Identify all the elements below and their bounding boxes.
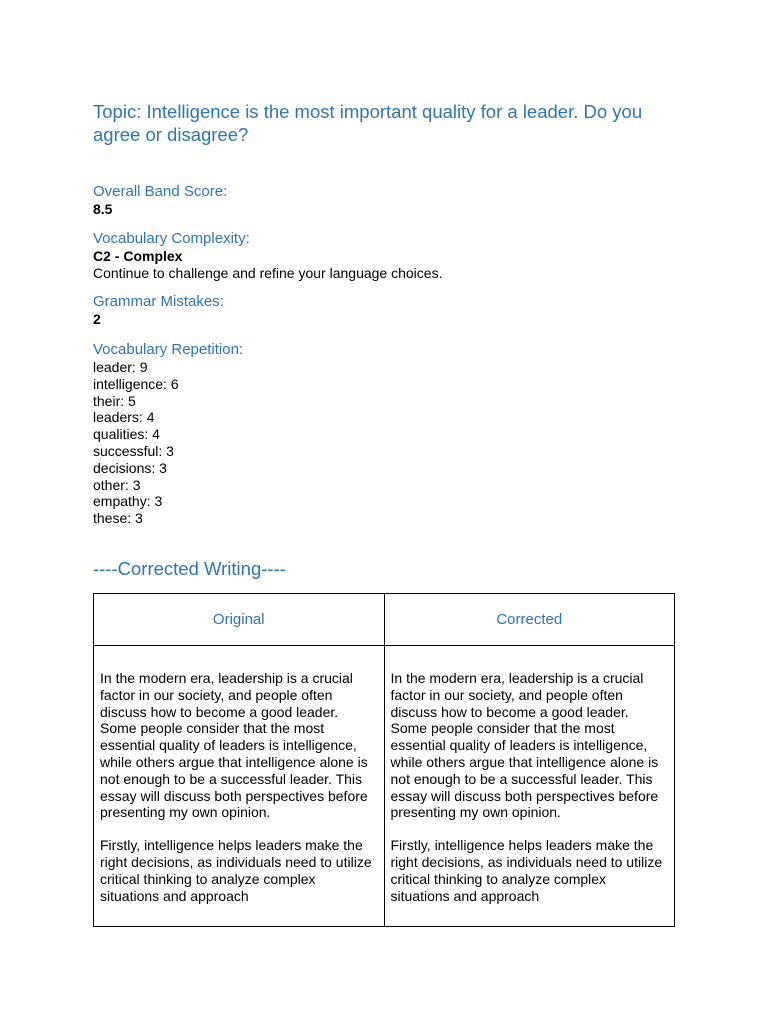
repetition-item: qualities: 4 <box>93 426 160 443</box>
repetition-item: their: 5 <box>93 392 136 409</box>
repetition-label: Vocabulary Repetition: <box>93 341 244 358</box>
original-text-cell <box>94 646 384 926</box>
original-paragraph: Firstly, intelligence helps leaders make the right decisions, as individuals need to utilize critical thinking to analyze complex situations and approach <box>100 837 372 904</box>
overall-score-label: Overall Band Score: <box>93 183 228 200</box>
repetition-item: other: 3 <box>93 476 141 493</box>
repetition-item: leader: 9 <box>93 359 148 375</box>
vocab-complexity-note: Continue to challenge and refine your language choices. <box>93 265 443 281</box>
comparison-table <box>93 593 675 927</box>
grammar-label: Grammar Mistakes: <box>93 293 224 310</box>
repetition-item: leaders: 4 <box>93 409 155 426</box>
repetition-item: decisions: 3 <box>93 459 167 476</box>
repetition-item: these: 3 <box>93 510 143 527</box>
column-header-original: Original <box>212 611 265 628</box>
corrected-paragraph: Firstly, intelligence helps leaders make the right decisions, as individuals need to utilize critical thinking to analyze complex situations and approach <box>390 837 663 904</box>
corrected-writing-heading: ----Corrected Writing---- <box>93 558 286 579</box>
repetition-section <box>93 341 675 527</box>
original-paragraph: In the modern era, leadership is a crucial factor in our society, and people often discuss how to become a good leader. Some people consider that the most essential quality of leaders is intelligence, while others argue that intelligence alone is not enough to be a successful leader. This essay will discuss both perspectives before presenting my own opinion. <box>100 670 368 821</box>
repetition-item: successful: 3 <box>93 442 174 459</box>
overall-score-section <box>93 183 675 218</box>
vocab-complexity-value: C2 - Complex <box>93 248 183 264</box>
table-body-row <box>94 646 674 926</box>
table-header-row <box>94 594 674 646</box>
vocab-complexity-section <box>93 230 675 282</box>
corrected-text-cell <box>384 646 675 926</box>
overall-score-value: 8.5 <box>93 201 113 217</box>
corrected-paragraph: In the modern era, leadership is a crucial factor in our society, and people often discuss how to become a good leader. Some people consider that the most essential quality of leaders is intelligence, while others argue that intelligence alone is not enough to be a successful leader. This essay will discuss both perspectives before presenting my own opinion. <box>390 670 659 821</box>
vocab-complexity-label: Vocabulary Complexity: <box>93 230 250 247</box>
topic-heading: Topic: Intelligence is the most important quality for a leader. Do you agree or disagree? <box>93 101 643 145</box>
grammar-value: 2 <box>93 311 101 327</box>
column-header-corrected: Corrected <box>384 594 675 645</box>
repetition-item: intelligence: 6 <box>93 375 179 392</box>
grammar-section <box>93 293 675 328</box>
repetition-item: empathy: 3 <box>93 493 163 510</box>
